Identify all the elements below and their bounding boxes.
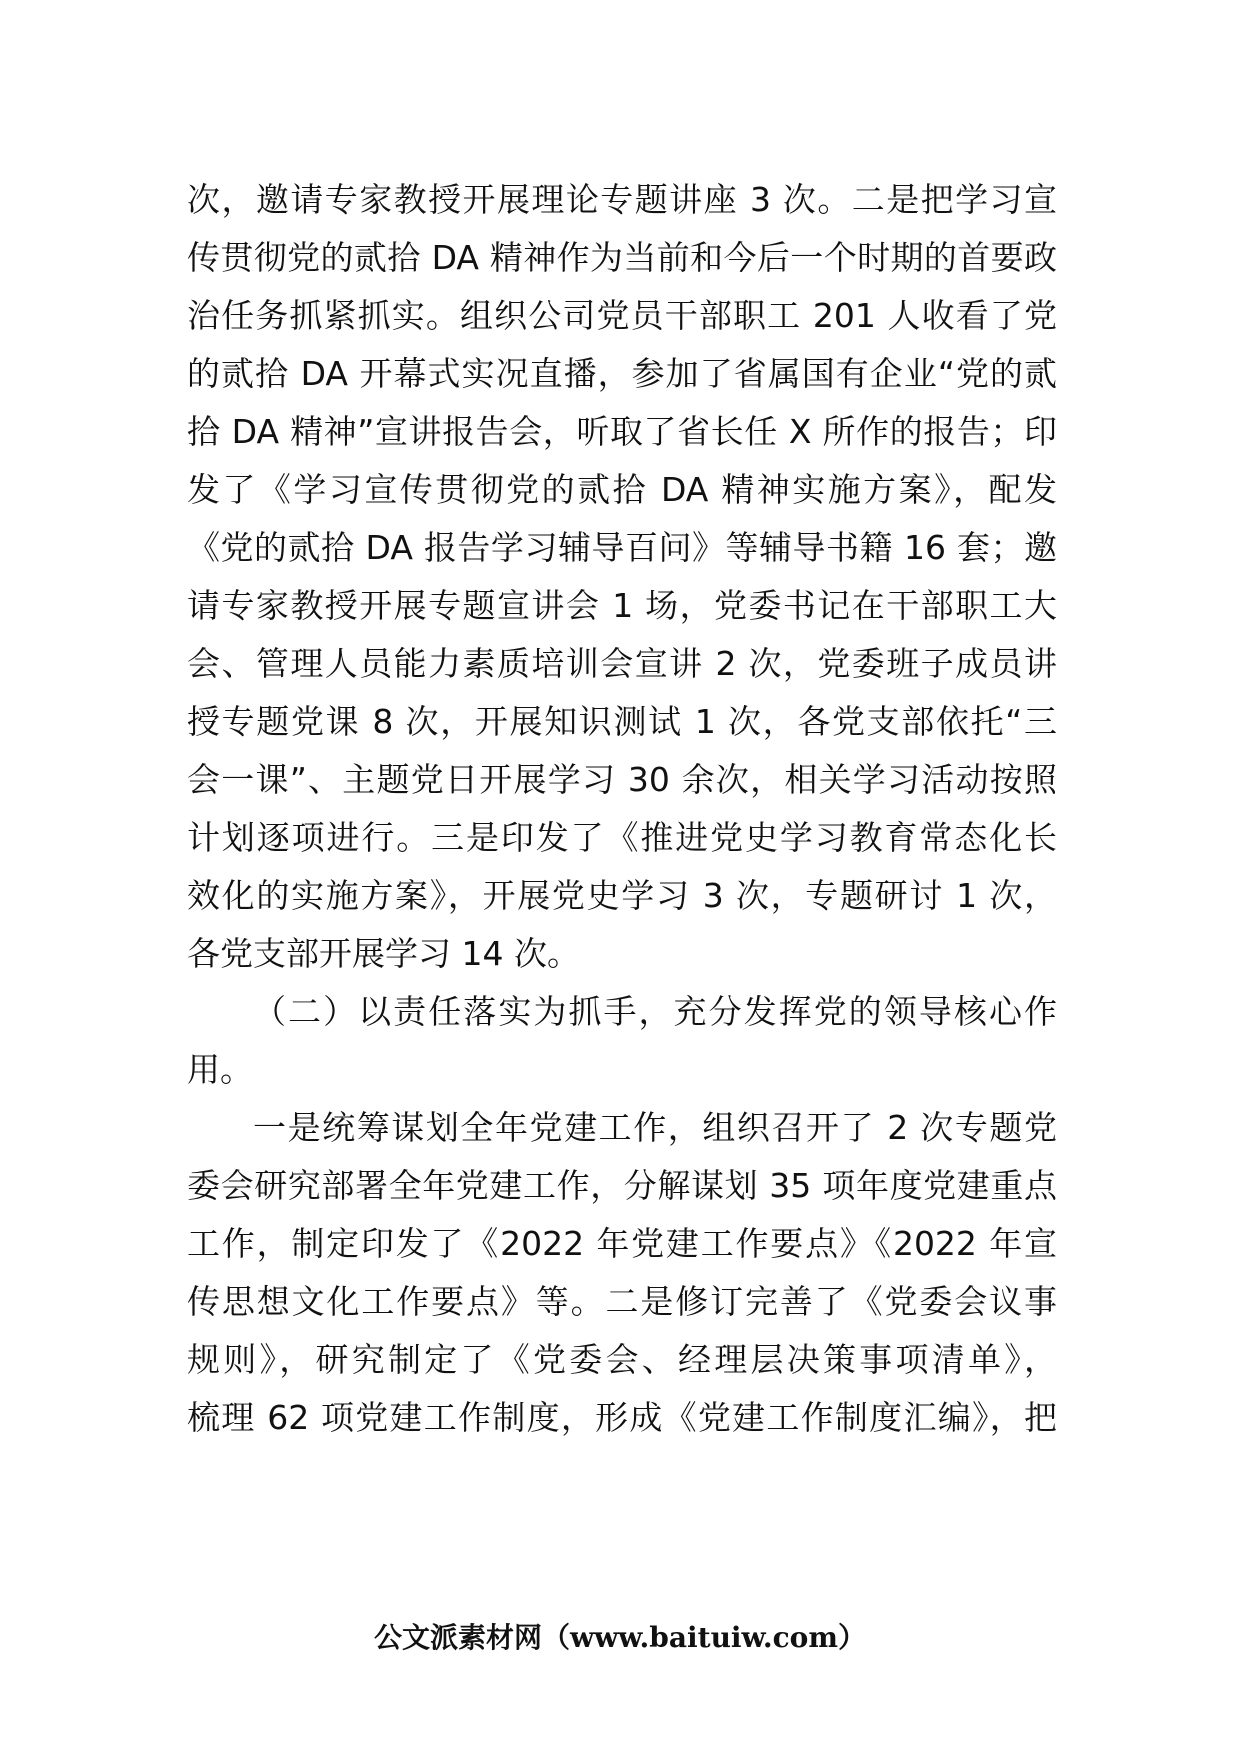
text-line-3: 治任务抓紧抓实。组织公司党员干部职工 201 人收看了党: [187, 296, 1057, 335]
text-line-10: 授专题党课 8 次，开展知识测试 1 次，各党支部依托“三: [187, 702, 1057, 741]
text-line-22: 梳理 62 项党建工作制度，形成《党建工作制度汇编》，把: [187, 1398, 1057, 1437]
text-line-14: 各党支部开展学习 14 次。: [187, 934, 580, 973]
text-line-18: 委会研究部署全年党建工作，分解谋划 35 项年度党建重点: [187, 1166, 1057, 1205]
text-line-21: 规则》，研究制定了《党委会、经理层决策事项清单》，: [187, 1340, 1057, 1379]
text-line-11: 会一课”、主题党日开展学习 30 余次，相关学习活动按照: [187, 760, 1057, 799]
section-heading-line-1: （二）以责任落实为抓手，充分发挥党的领导核心作: [253, 992, 1057, 1031]
text-line-9: 会、管理人员能力素质培训会宣讲 2 次，党委班子成员讲: [187, 644, 1057, 683]
text-line-6: 发了《学习宣传贯彻党的贰拾 DA 精神实施方案》，配发: [187, 470, 1057, 509]
text-line-12: 计划逐项进行。三是印发了《推进党史学习教育常态化长: [187, 818, 1057, 857]
text-line-1: 次，邀请专家教授开展理论专题讲座 3 次。二是把学习宣: [187, 180, 1057, 219]
text-line-17: 一是统筹谋划全年党建工作，组织召开了 2 次专题党: [253, 1108, 1057, 1147]
text-line-5: 拾 DA 精神”宣讲报告会，听取了省长任 X 所作的报告；印: [187, 412, 1057, 451]
footer-watermark: 公文派素材网（www.baituiw.com）: [374, 1621, 866, 1654]
text-line-7: 《党的贰拾 DA 报告学习辅导百问》等辅导书籍 16 套；邀: [187, 528, 1057, 567]
text-line-4: 的贰拾 DA 开幕式实况直播，参加了省属国有企业“党的贰: [187, 354, 1057, 393]
text-line-20: 传思想文化工作要点》等。二是修订完善了《党委会议事: [187, 1282, 1057, 1321]
text-line-13: 效化的实施方案》，开展党史学习 3 次，专题研讨 1 次，: [187, 876, 1057, 915]
text-line-8: 请专家教授开展专题宣讲会 1 场，党委书记在干部职工大: [187, 586, 1057, 625]
text-line-2: 传贯彻党的贰拾 DA 精神作为当前和今后一个时期的首要政: [187, 238, 1057, 277]
section-heading-line-2: 用。: [187, 1050, 253, 1089]
text-line-19: 工作，制定印发了《2022 年党建工作要点》《2022 年宣: [187, 1224, 1057, 1263]
